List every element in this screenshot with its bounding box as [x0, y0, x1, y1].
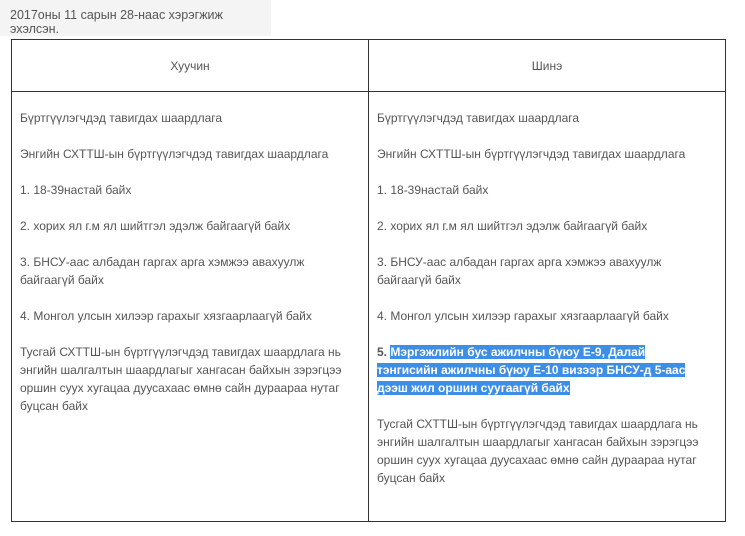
table-body-row — [12, 92, 725, 521]
comparison-table — [11, 39, 726, 522]
header-old-label: Хуучин — [170, 58, 210, 73]
header-new-label: Шинэ — [531, 58, 563, 73]
new-item-5-added[interactable] — [377, 343, 709, 397]
new-heading: Бүртгүүлэгчдэд тавигдах шаардлага — [377, 111, 580, 125]
old-item-3: 3. БНСУ-аас албадан гаргах арга хэмжээ авахуулж байгаагүй байх — [20, 255, 305, 287]
header-new — [369, 40, 725, 91]
effective-date-caption — [0, 0, 271, 36]
header-old — [12, 40, 369, 91]
new-special-requirement: Тусгай СХТТШ-ын бүртгүүлэгчдэд тавигдах шаардлага нь энгийн шалгалтын шаардлагыг хангасан байхын зэрэгцээ оршин суух хугацаа дуусахаас өмнө сайн дураараа нутаг буцсан байх — [377, 417, 699, 485]
new-item-1: 1. 18-39настай байх — [377, 183, 489, 197]
new-item-4: 4. Монгол улсын хилээр гарахыг хязгаарлаагүй байх — [377, 309, 669, 323]
old-heading: Бүртгүүлэгчдэд тавигдах шаардлага — [20, 111, 223, 125]
old-item-1: 1. 18-39настай байх — [20, 183, 132, 197]
new-subheading: Энгийн СХТТШ-ын бүртгүүлэгчдэд тавигдах шаардлага — [377, 147, 686, 161]
new-item-2: 2. хорих ял г.м ял шийтгэл эдэлж байгаагүй байх — [377, 219, 648, 233]
table-header-row — [12, 40, 725, 92]
old-subheading: Энгийн СХТТШ-ын бүртгүүлэгчдэд тавигдах шаардлага — [20, 147, 329, 161]
new-requirements-cell — [369, 92, 725, 521]
new-item-5-selected-text[interactable]: Мэргэжлийн бус ажилчны бүюу Е-9, Далай тэнгисийн ажилчны бүюу Е-10 визээр БНСУ-д 5-аас дээш жил оршин суугаагүй байх — [377, 345, 686, 395]
old-item-2: 2. хорих ял г.м ял шийтгэл эдэлж байгаагүй байх — [20, 219, 291, 233]
old-requirements-cell — [12, 92, 369, 521]
new-item-5-number: 5. — [377, 345, 391, 359]
old-special-requirement: Тусгай СХТТШ-ын бүртгүүлэгчдэд тавигдах шаардлага нь энгийн шалгалтын шаардлагыг хангасан байхын зэрэгцээ оршин суух хугацаа дуусахаас өмнө сайн дураараа нутаг буцсан байх — [20, 345, 342, 413]
new-item-3: 3. БНСУ-аас албадан гаргах арга хэмжээ авахуулж байгаагүй байх — [377, 255, 662, 287]
old-item-4: 4. Монгол улсын хилээр гарахыг хязгаарлаагүй байх — [20, 309, 312, 323]
caption-text: 2017оны 11 сарын 28-наас хэрэгжиж эхэлсэн. — [10, 8, 223, 36]
